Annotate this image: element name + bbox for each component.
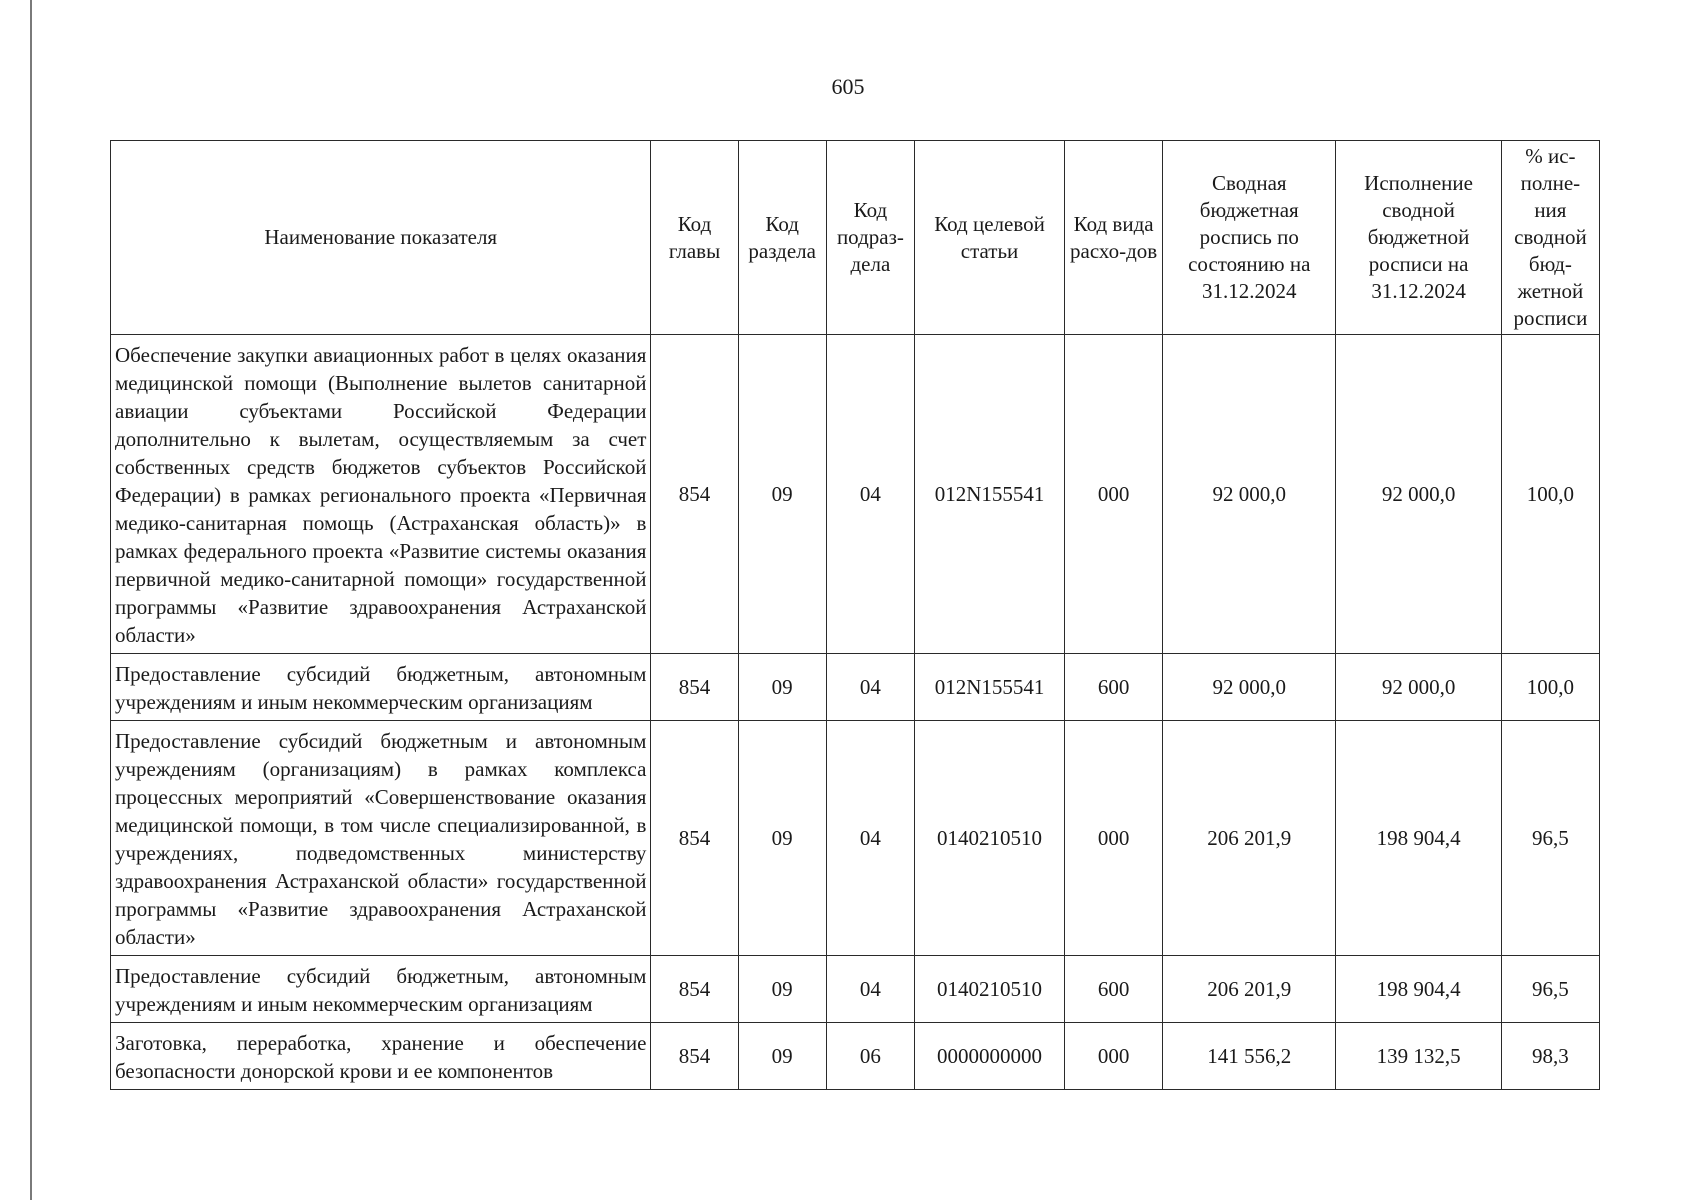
row-subsection-code: 06: [826, 1023, 914, 1090]
header-indicator-name: Наименование показателя: [111, 141, 651, 335]
header-chapter-code: Код главы: [651, 141, 738, 335]
budget-table: [110, 140, 1600, 1090]
row-target-article-code: 0140210510: [915, 721, 1065, 956]
row-expense-type-code: 000: [1065, 335, 1163, 654]
row-indicator-name: Предоставление субсидий бюджетным, автономным учреждениям и иным некоммерческим организациям: [111, 956, 651, 1023]
row-budget-plan: 92 000,0: [1163, 335, 1336, 654]
row-section-code: 09: [738, 721, 826, 956]
row-execution-percent: 100,0: [1501, 654, 1599, 721]
row-indicator-name: Предоставление субсидий бюджетным, автономным учреждениям и иным некоммерческим организациям: [111, 654, 651, 721]
row-budget-execution: 198 904,4: [1336, 956, 1501, 1023]
row-chapter-code: 854: [651, 1023, 738, 1090]
header-budget-execution: Исполнение сводной бюджетной росписи на 31.12.2024: [1336, 141, 1501, 335]
table-row: [111, 1023, 1600, 1090]
row-chapter-code: 854: [651, 956, 738, 1023]
row-section-code: 09: [738, 335, 826, 654]
row-chapter-code: 854: [651, 335, 738, 654]
row-subsection-code: 04: [826, 335, 914, 654]
table-row: [111, 721, 1600, 956]
row-chapter-code: 854: [651, 721, 738, 956]
table-row: [111, 654, 1600, 721]
row-target-article-code: 0140210510: [915, 956, 1065, 1023]
left-margin-rule: [30, 0, 32, 1200]
row-target-article-code: 012N155541: [915, 654, 1065, 721]
row-indicator-name: Заготовка, переработка, хранение и обеспечение безопасности донорской крови и ее компонентов: [111, 1023, 651, 1090]
row-budget-execution: 139 132,5: [1336, 1023, 1501, 1090]
table-row: [111, 956, 1600, 1023]
row-budget-plan: 206 201,9: [1163, 956, 1336, 1023]
row-section-code: 09: [738, 654, 826, 721]
row-budget-execution: 92 000,0: [1336, 335, 1501, 654]
row-chapter-code: 854: [651, 654, 738, 721]
row-target-article-code: 0000000000: [915, 1023, 1065, 1090]
row-expense-type-code: 000: [1065, 721, 1163, 956]
row-execution-percent: 98,3: [1501, 1023, 1599, 1090]
row-expense-type-code: 600: [1065, 654, 1163, 721]
table-header-row: [111, 141, 1600, 335]
row-budget-plan: 206 201,9: [1163, 721, 1336, 956]
row-target-article-code: 012N155541: [915, 335, 1065, 654]
row-budget-plan: 92 000,0: [1163, 654, 1336, 721]
page-number: 605: [831, 74, 865, 99]
header-expense-type-code: Код вида расхо-дов: [1065, 141, 1163, 335]
row-execution-percent: 96,5: [1501, 956, 1599, 1023]
row-section-code: 09: [738, 956, 826, 1023]
row-section-code: 09: [738, 1023, 826, 1090]
row-expense-type-code: 600: [1065, 956, 1163, 1023]
header-budget-plan: Сводная бюджетная роспись по состоянию на 31.12.2024: [1163, 141, 1336, 335]
row-budget-execution: 198 904,4: [1336, 721, 1501, 956]
row-indicator-name: Обеспечение закупки авиационных работ в целях оказания медицинской помощи (Выполнение вылетов санитарной авиации субъектами Российской Федерации дополнительно к вылетам, осуществляемым за счет собственных средств бюджетов субъектов Российской Федерации) в рамках регионального проекта «Первичная медико-санитарная помощь (Астраханская область)» в рамках федерального проекта «Развитие системы оказания первичной медико-санитарной помощи» государственной программы «Развитие здравоохранения Астраханской области»: [111, 335, 651, 654]
header-subsection-code: Код подраз-дела: [826, 141, 914, 335]
row-budget-plan: 141 556,2: [1163, 1023, 1336, 1090]
row-subsection-code: 04: [826, 956, 914, 1023]
row-execution-percent: 96,5: [1501, 721, 1599, 956]
header-section-code: Код раздела: [738, 141, 826, 335]
row-subsection-code: 04: [826, 654, 914, 721]
row-expense-type-code: 000: [1065, 1023, 1163, 1090]
row-budget-execution: 92 000,0: [1336, 654, 1501, 721]
row-execution-percent: 100,0: [1501, 335, 1599, 654]
header-execution-percent: % ис-полне-ния сводной бюд-жетной росписи: [1501, 141, 1599, 335]
row-subsection-code: 04: [826, 721, 914, 956]
row-indicator-name: Предоставление субсидий бюджетным и автономным учреждениям (организациям) в рамках комплекса процессных мероприятий «Совершенствование оказания медицинской помощи, в том числе специализированной, в учреждениях, подведомственных министерству здравоохранения Астраханской области» государственной программы «Развитие здравоохранения Астраханской области»: [111, 721, 651, 956]
header-target-article-code: Код целевой статьи: [915, 141, 1065, 335]
table-row: [111, 335, 1600, 654]
